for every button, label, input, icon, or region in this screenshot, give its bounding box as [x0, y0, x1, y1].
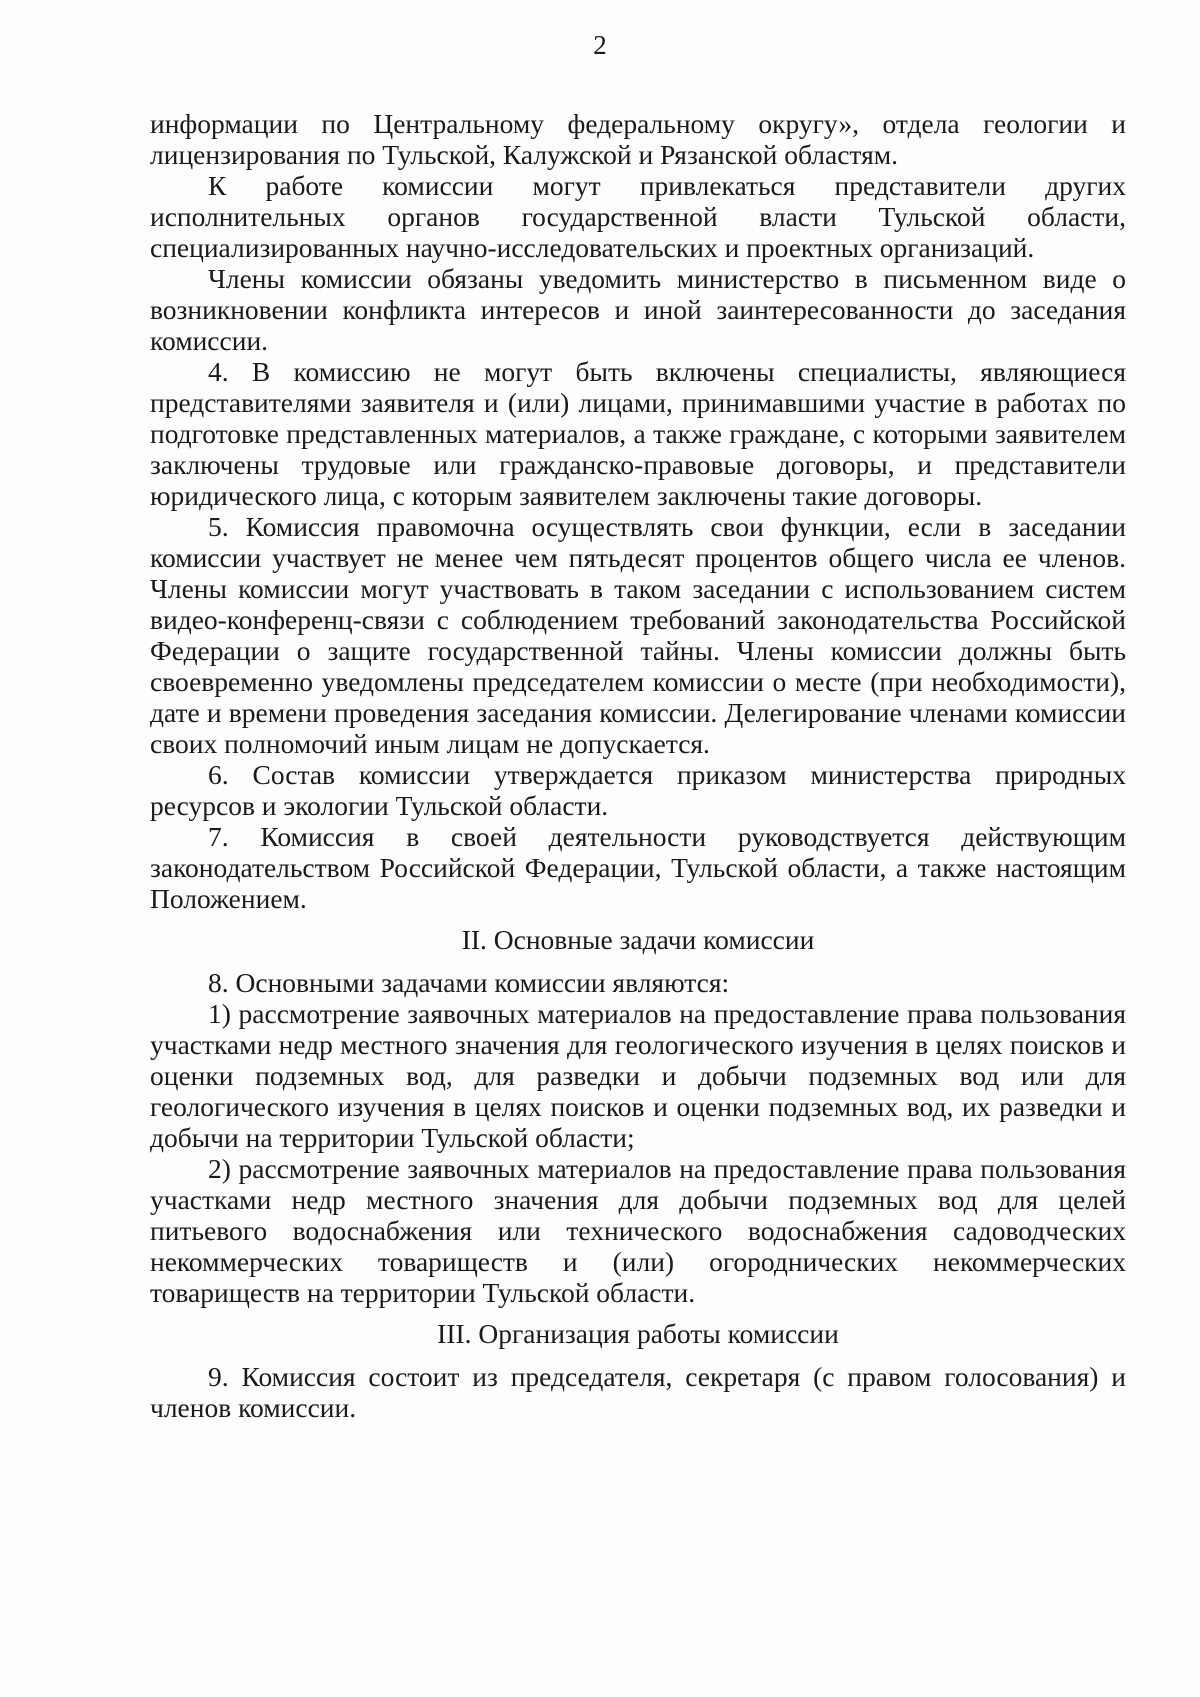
paragraph-item-9: 9. Комиссия состоит из председателя, секретаря (с правом голосования) и членов комиссии.	[150, 1361, 1126, 1423]
paragraph-item-5: 5. Комиссия правомочна осуществлять свои функции, если в заседании комиссии участвует не менее чем пятьдесят процентов общего числа ее членов. Члены комиссии могут участвовать в таком заседании с использованием систем видео-конференц-связи с соблюдением требований законодательства Российской Федерации о защите государственной тайны. Члены комиссии должны быть своевременно уведомлены председателем комиссии о месте (при необходимости), дате и времени проведения заседания комиссии. Делегирование членами комиссии своих полномочий иным лицам не допускается.	[150, 511, 1126, 759]
paragraphs-mid	[150, 967, 1126, 1308]
paragraphs-top	[150, 108, 1126, 914]
section-heading-3: III. Организация работы комиссии	[437, 1318, 839, 1349]
paragraph-item-7: 7. Комиссия в своей деятельности руководствуется действующим законодательством Российской Федерации, Тульской области, а также настоящим Положением.	[150, 821, 1126, 914]
paragraph-item-8: 8. Основными задачами комиссии являются:	[208, 967, 730, 998]
paragraph-item-4: 4. В комиссию не могут быть включены специалисты, являющиеся представителями заявителя и (или) лицами, принимавшими участие в работах по подготовке представленных материалов, а также граждане, с которыми заявителем заключены трудовые или гражданско-правовые договоры, и представители юридического лица, с которым заявителем заключены такие договоры.	[150, 356, 1126, 511]
paragraph-continuation: информации по Центральному федеральному округу», отдела геологии и лицензирования по Тульской, Калужской и Рязанской областям.	[150, 108, 1126, 170]
paragraphs-bottom	[150, 1361, 1126, 1423]
paragraph-item-8-1: 1) рассмотрение заявочных материалов на предоставление права пользования участками недр местного значения для геологического изучения в целях поисков и оценки подземных вод, для разведки и добычи подземных вод или для геологического изучения в целях поисков и оценки подземных вод, их разведки и добычи на территории Тульской области;	[150, 998, 1126, 1153]
paragraph-conflict-notice: Члены комиссии обязаны уведомить министерство в письменном виде о возникновении конфликта интересов и иной заинтересованности до заседания комиссии.	[150, 263, 1126, 356]
paragraph-item-6: 6. Состав комиссии утверждается приказом министерства природных ресурсов и экологии Тульской области.	[150, 759, 1126, 821]
page-number: 2	[593, 30, 607, 60]
paragraph-item-8-2: 2) рассмотрение заявочных материалов на предоставление права пользования участками недр местного значения для добычи подземных вод для целей питьевого водоснабжения или технического водоснабжения садоводческих некоммерческих товариществ и (или) огороднических некоммерческих товариществ на территории Тульской области.	[150, 1153, 1126, 1308]
paragraph-involvement: К работе комиссии могут привлекаться представители других исполнительных органов государственной власти Тульской области, специализированных научно-исследовательских и проектных организаций.	[150, 170, 1126, 263]
section-heading-2: II. Основные задачи комиссии	[461, 924, 815, 955]
document-body	[150, 108, 1126, 1423]
